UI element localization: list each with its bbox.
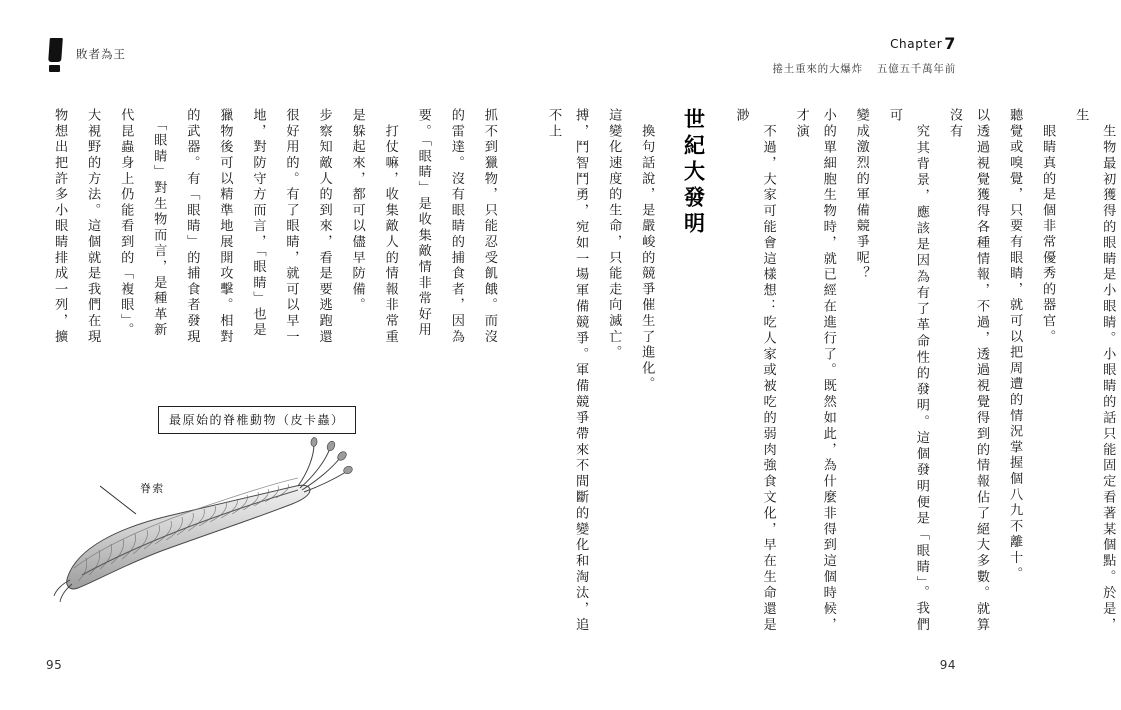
text-column: 這變化速度的生命，只能走向滅亡。: [606, 108, 622, 361]
figure-label-notochord: 脊索: [140, 482, 165, 495]
chapter-subtitle: 捲土重來的大爆炸: [772, 62, 863, 75]
text-column: 是躲起來，都可以儘早防備。: [349, 108, 365, 314]
figure-pikaia: [48, 398, 358, 628]
running-title: 敗者為王: [76, 47, 126, 61]
text-column: 獵物後可以精準地展開攻擊。相對: [217, 108, 233, 345]
text-column: 物想出把許多小眼睛排成一列，擴: [52, 108, 68, 345]
text-column: 以透過視覺獲得各種情報，不過，透過視覺得到的情報佔了絕大多數。就算沒有: [946, 108, 989, 633]
text-column: 步察知敵人的到來，看是要逃跑還: [316, 108, 332, 345]
right-page-text-block: [534, 108, 1116, 633]
text-column: 要。「眼睛」是收集敵情非常好用: [415, 108, 431, 339]
text-column: 生物最初獲得的眼睛是小眼睛。小眼睛的話只能固定看著某個點。於是，生: [1073, 108, 1116, 633]
chapter-subtitle-line: [772, 61, 956, 77]
text-column: 變成激烈的軍備競爭呢？: [853, 108, 869, 282]
chapter-label: Chapter: [890, 37, 943, 51]
chapter-label-line: [772, 32, 956, 57]
text-column: 的雷達。沒有眼睛的捕食者，因為: [448, 108, 464, 345]
text-column: 很好用的。有了眼睛，就可以早一: [283, 108, 299, 345]
chapter-number: 7: [944, 34, 956, 53]
text-column: 眼睛真的是個非常優秀的器官。: [1040, 108, 1056, 345]
left-page-header: [46, 38, 126, 72]
chapter-period: 五億五千萬年前: [876, 62, 956, 75]
text-column: 打仗嘛，收集敵人的情報非常重: [382, 108, 398, 345]
figure-caption: 最原始的脊椎動物（皮卡蟲）: [158, 406, 356, 434]
page-number-right: 94: [939, 658, 956, 672]
section-heading: 世紀大發明: [681, 108, 706, 238]
text-column: 聽覺或嗅覺，只要有眼睛，就可以把周遭的情況掌握個八九不離十。: [1007, 108, 1023, 582]
page-number-left: 95: [46, 658, 63, 672]
page-left: [0, 0, 500, 710]
text-column: 搏，鬥智鬥勇，宛如一場軍備競爭。軍備競爭帶來不間斷的變化和淘汰，追不上: [546, 108, 589, 633]
text-column: 代昆蟲身上仍能看到的「複眼」。: [118, 108, 134, 339]
text-column: 「眼睛」對生物而言，是種革新: [151, 108, 167, 339]
exclamation-mark-icon: [46, 38, 66, 72]
text-column: 的武器。有「眼睛」的捕食者發現: [184, 108, 200, 345]
text-column: 換句話說，是嚴峻的競爭催生了進化。: [639, 108, 655, 393]
text-column: 大視野的方法。這個就是我們在現: [85, 108, 101, 345]
pikaia-illustration: [48, 398, 358, 628]
page-right: [500, 0, 1116, 710]
text-column: 小的單細胞生物時，就已經在進行了。既然如此，為什麼非得到這個時候，才演: [793, 108, 836, 633]
text-column: 不過，大家可能會這樣想：吃人家或被吃的弱肉強食文化，早在生命還是渺: [733, 108, 776, 633]
text-column: 抓不到獵物，只能忍受飢餓。而沒: [481, 108, 497, 345]
left-page-text-block: [40, 108, 497, 408]
text-column: 究其背景，應該是因為有了革命性的發明。這個發明便是「眼睛」。我們可: [886, 108, 929, 633]
right-page-header: [772, 32, 956, 77]
text-column: 地，對防守方而言，「眼睛」也是: [250, 108, 266, 339]
